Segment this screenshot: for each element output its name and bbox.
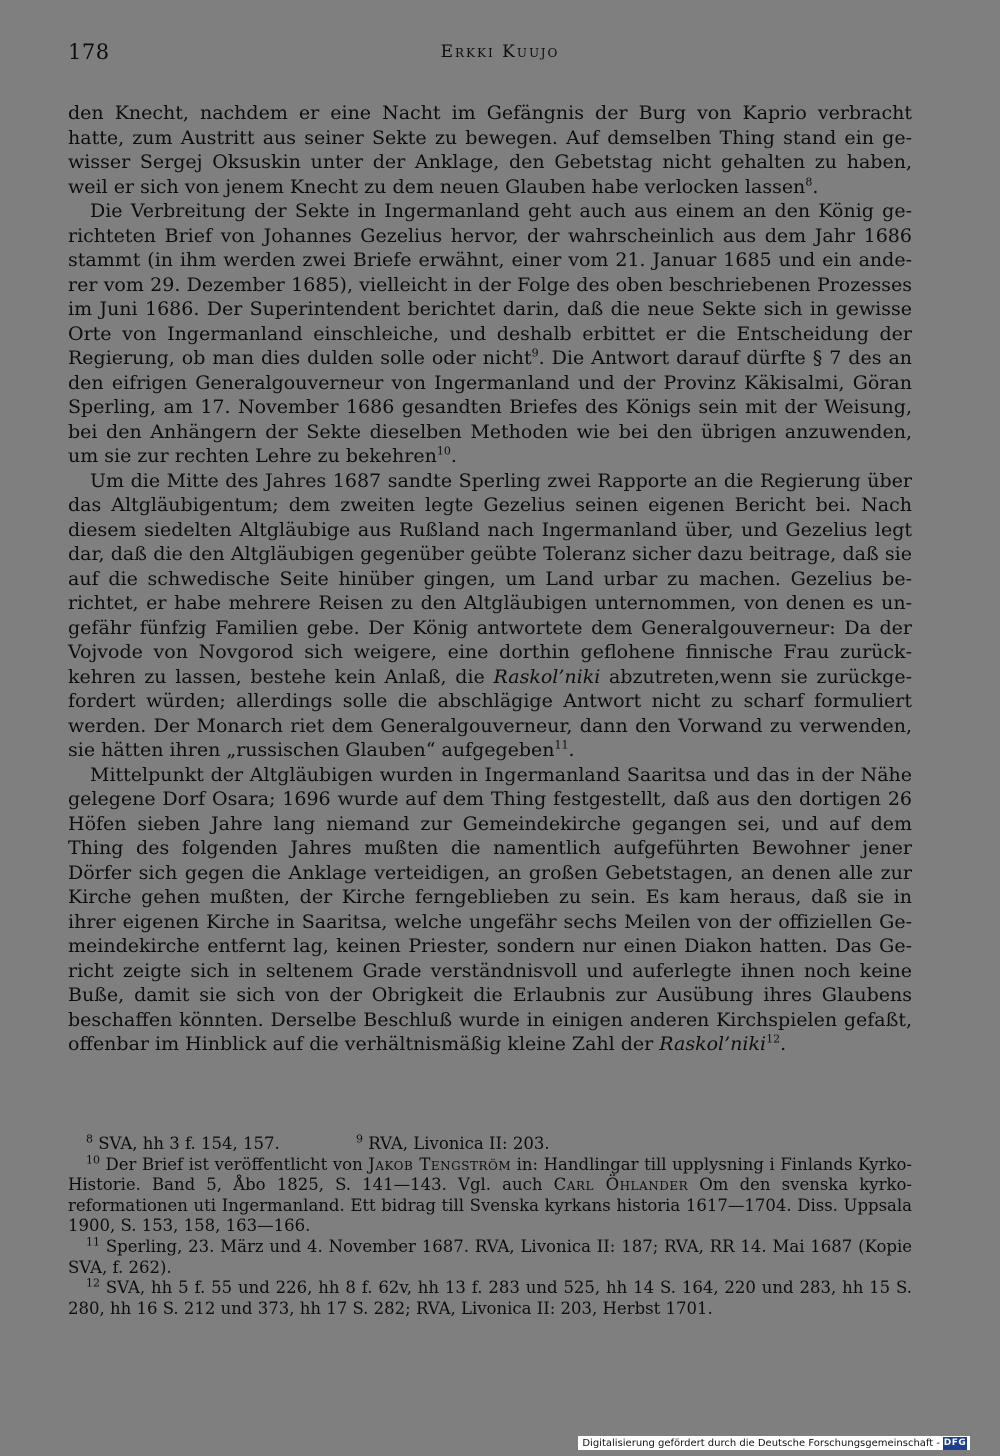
footnotes [68,1134,912,1319]
paragraph-2 [68,199,912,469]
footnote-9-number: 9 [356,1132,363,1146]
footnote-10 [68,1155,912,1237]
paragraph-1 [68,101,912,199]
footnote-8-text: SVA, hh 3 f. 154, 157. [98,1134,280,1153]
footnote-11-text: Sperling, 23. März und 4. November 1687. RVA, Livonica II: 187; RVA, RR 14. Mai 1687 (Kopie SVA, f. 262). [68,1236,912,1277]
footnotes-8-9-row [68,1134,912,1155]
body-text [68,101,912,1057]
paragraph-3-italic-term: Raskol’niki [493,665,601,688]
footnote-11 [68,1237,912,1278]
paragraph-4-italic-term: Raskol’niki [659,1033,767,1055]
paragraph-3 [68,469,912,763]
footnote-ref-8: 8 [805,175,813,189]
paragraph-2-text-b: . Die Antwort darauf dürfte § 7 des an den eifrigen Generalgouverneur von Ingermanland und der Provinz Käkisalmi, Göran Sperling, am 17. November 1686 gesandten Briefes des Königs sein mit der Weisung, bei den Anhängern der Sekte dieselben Methoden wie bei den übrigen anzuwenden, um sie zur rechten Lehre zu bekehren [68,347,913,467]
footnote-ref-11: 11 [554,738,569,752]
paragraph-2-text-a: Die Verbreitung der Sekte in Ingermanland geht auch aus einem an den König gerichteten Brief von Johannes Gezelius hervor, der wahrscheinlich aus dem Jahr 1686 stammt (in ihm werden zwei Briefe erwähnt, einer vom 21. Januar 1685 und ein anderer vom 29. Dezember 1685), vielleicht in der Folge des oben beschriebenen Prozesses im Juni 1686. Der Superintendent berichtet darin, daß die neue Sekte sich in gewisse Orte von Ingermanland einschleiche, und deshalb erbittet er die Entscheidung der Regierung, ob man dies dulden solle oder nicht [68,200,912,369]
footnote-10-number: 10 [86,1153,100,1167]
page-number: 178 [68,40,110,64]
footnote-12-number: 12 [86,1276,100,1290]
dfg-logo: DFG [943,1438,967,1448]
footnote-ref-12: 12 [766,1032,781,1046]
digitization-credit [578,1436,970,1450]
paragraph-2-end: . [450,445,457,467]
footnote-11-number: 11 [86,1235,100,1249]
footnote-10-author-1: Jakob Tengström [368,1154,512,1174]
page-header [68,40,932,72]
footnote-10-text-b: in: Handlingar till upplysning i Finlands Kyrko-Historie. Band 5, Åbo 1825, S. 141—143. Vgl. auch [68,1154,912,1195]
footnote-12 [68,1278,912,1319]
footnote-8 [68,1134,338,1155]
footnote-8-number: 8 [86,1132,93,1146]
footnote-9 [338,1134,550,1155]
footnote-10-author-2: Carl Öhlander [553,1175,689,1195]
footnote-12-text: SVA, hh 5 f. 55 und 226, hh 8 f. 62v, hh 13 f. 283 und 525, hh 14 S. 164, 220 und 283, hh 15 S. 280, hh 16 S. 212 und 373, hh 17 S. 282; RVA, Livonica II: 203, Herbst 1701. [68,1278,913,1318]
paragraph-3-text-a: Um die Mitte des Jahres 1687 sandte Sperling zwei Rapporte an die Regierung über das Altgläubigentum; dem zweiten legte Gezelius seinen eigenen Bericht bei. Nach diesem siedelten Altgläubige aus Rußland nach Ingermanland über, und Gezelius legt dar, daß die den Altgläubigen gegenüber geübte Toleranz sicher dazu beitrage, daß sie auf die schwedische Seite hinüber gingen, um Land urbar zu machen. Gezelius berichtet, er habe mehrere Reisen zu den Altgläubigen unternommen, von denen es ungefähr fünfzig Familien gebe. Der König antwortete dem Generalgouverneur: Da der Vojvode von Novgorod sich weigere, eine dorthin geflohene finnische Frau zurückkehren zu lassen, bestehe kein Anlaß, die [68,469,912,688]
footnote-10-text-a: Der Brief ist veröffentlicht von [105,1154,369,1174]
footnote-9-text: RVA, Livonica II: 203. [368,1134,550,1153]
credit-text: Digitalisierung gefördert durch die Deutsche Forschungsgemeinschaft - [582,1437,940,1449]
paragraph-3-end: . [568,739,575,761]
paragraph-4 [68,763,912,1057]
running-head: Erkki Kuujo [440,42,560,62]
footnote-10-text-c: Om den svenska kyrkoreformationen uti Ingermanland. Ett bidrag till Svenska kyrkans historia 1617—1704. Diss. Uppsala 1900, S. 153, 158, 163—166. [68,1175,912,1236]
footnote-ref-9: 9 [531,346,539,360]
paragraph-4-text: Mittelpunkt der Altgläubigen wurden in Ingermanland Saaritsa und das in der Nähe gelegene Dorf Osara; 1696 wurde auf dem Thing festgestellt, daß aus den dortigen 26 Höfen sieben Jahre lang niemand zur Gemeindekirche gegangen sei, und auf dem Thing des folgenden Jahres mußten die namentlich aufgeführten Bewohner jener Dörfer sich gegen die Anklage verteidigen, an großen Gebetstagen, an denen alle zur Kirche gehen mußten, der Kirche ferngeblieben zu sein. Es kam heraus, daß sie in ihrer eigenen Kirche in Saaritsa, welche ungefähr sechs Meilen von der offiziellen Gemeindekirche entfernt lag, keinen Priester, sondern nur einen Diakon hatten. Das Gericht zeigte sich in seltenem Grade verständnisvoll und auferlegte ihnen noch keine Buße, damit sie sich von der Obrigkeit die Erlaubnis zur Ausübung ihres Glaubens beschaffen könnten. Derselbe Beschluß wurde in einigen anderen Kirchspielen gefaßt, offenbar im Hinblick auf die verhältnismäßig kleine Zahl der [68,763,912,1055]
paragraph-3-text-b: abzutreten,wenn sie zurückgefordert würden; allerdings solle die abschlägige Antwort nicht zu scharf formuliert werden. Der Monarch riet dem Generalgouverneur, dann den Vorwand zu verwenden, sie hätten ihren „russischen Glauben“ aufgegeben [68,665,912,761]
paragraph-4-end: . [780,1033,787,1055]
paragraph-1-end: . [812,175,819,198]
footnote-ref-10: 10 [436,444,451,458]
paragraph-1-text: den Knecht, nachdem er eine Nacht im Gefängnis der Burg von Kaprio verbracht hatte, zum Austritt aus seiner Sekte zu bewegen. Auf demselben Thing stand ein gewisser Sergej Oksuskin unter der Anklage, den Gebetstag nicht gehalten zu haben, weil er sich von jenem Knecht zu dem neuen Glauben habe verlocken lassen [68,102,912,198]
